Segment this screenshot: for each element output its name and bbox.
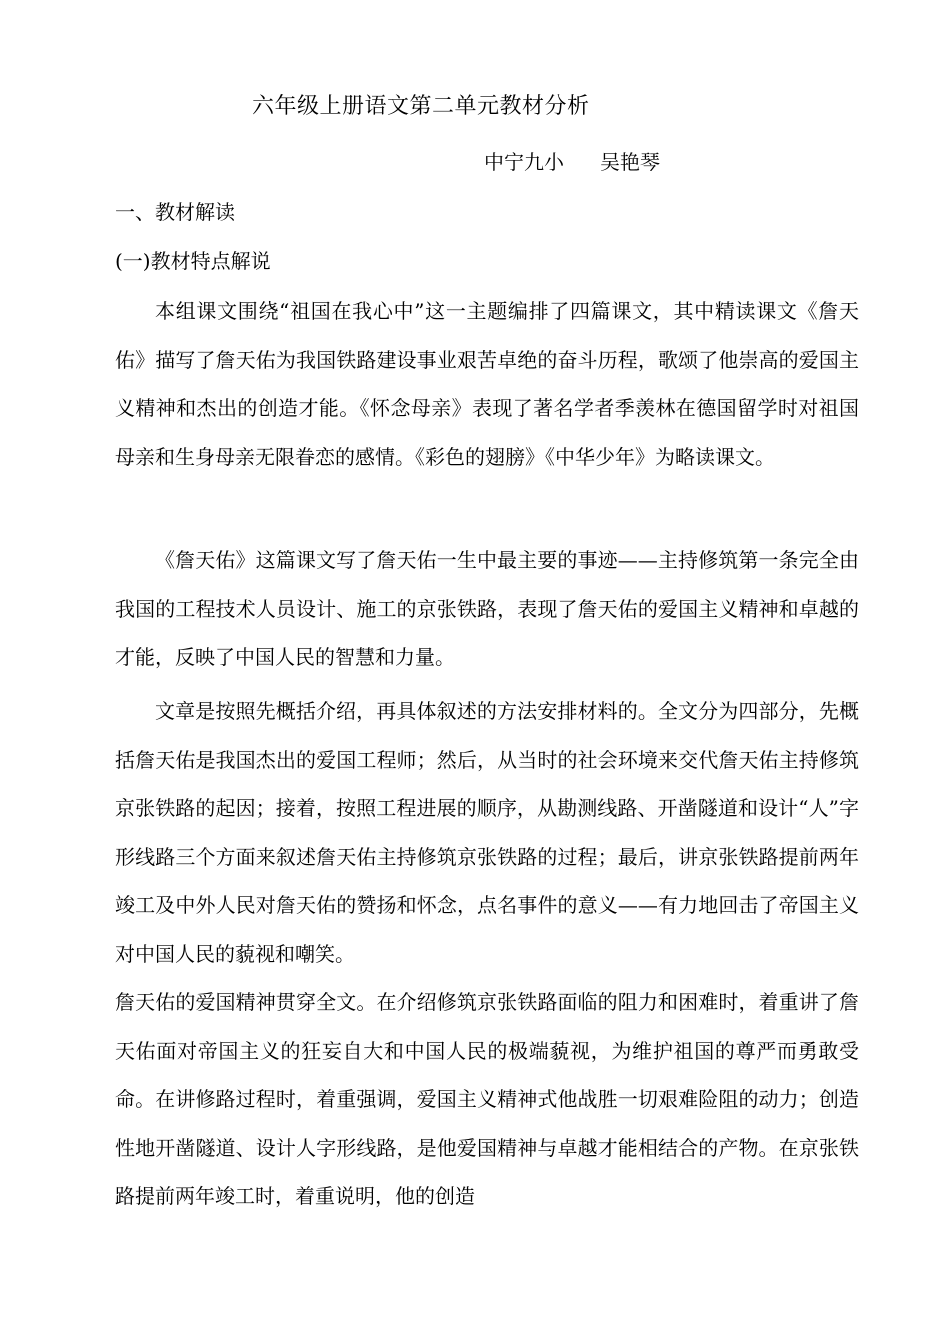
document-title: 六年级上册语文第二单元教材分析	[252, 94, 590, 119]
paragraph-2: 《詹天佑》这篇课文写了詹天佑一生中最主要的事迹——主持修筑第一条完全由我国的工程技术人员设计、施工的京张铁路，表现了詹天佑的爱国主义精神和卓越的才能，反映了中国人民的智慧和力量。	[115, 548, 859, 669]
paragraph-3-text: 文章是按照先概括介绍，再具体叙述的方法安排材料的。全文分为四部分，先概括詹天佑是我国杰出的爱国工程师；然后，从当时的社会环境来交代詹天佑主持修筑京张铁路的起因；接着，按照工程进展的顺序，从勘测线路、开凿隧道和设计“人”字形线路三个方面来叙述詹天佑主持修筑京张铁路的过程；最后，讲京张铁路提前两年竣工及中外人民对詹天佑的赞扬和怀念，点名事件的意义——有力地回击了帝国主义对中国人民的藐视和嘲笑。	[115, 699, 859, 966]
author-line	[484, 147, 660, 177]
section-heading: 一、教材解读	[115, 200, 235, 224]
paragraph-3	[115, 687, 859, 1221]
paragraph-4-text: 詹天佑的爱国精神贯穿全文。在介绍修筑京张铁路面临的阻力和困难时，着重讲了詹天佑面对帝国主义的狂妄自大和中国人民的极端藐视，为维护祖国的尊严而勇敢受命。在讲修路过程时，着重强调，爱国主义精神式他战胜一切艰难险阻的动力；创造性地开凿隧道、设计人字形线路，是他爱国精神与卓越才能相结合的产物。在京张铁路提前两年竣工时，着重说明，他的创造	[115, 990, 859, 1208]
paragraph-1: 本组课文围绕“祖国在我心中”这一主题编排了四篇课文，其中精读课文《詹天佑》描写了詹天佑为我国铁路建设事业艰苦卓绝的奋斗历程，歌颂了他崇高的爱国主义精神和杰出的创造才能。《怀念母亲》表现了著名学者季羡林在德国留学时对祖国母亲和生身母亲无限眷恋的感情。《彩色的翅膀》《中华少年》为略读课文。	[115, 299, 859, 469]
author-school: 中宁九小	[484, 150, 564, 174]
subsection-heading: (一)教材特点解说	[115, 249, 271, 273]
author-name: 吴艳琴	[600, 150, 660, 174]
